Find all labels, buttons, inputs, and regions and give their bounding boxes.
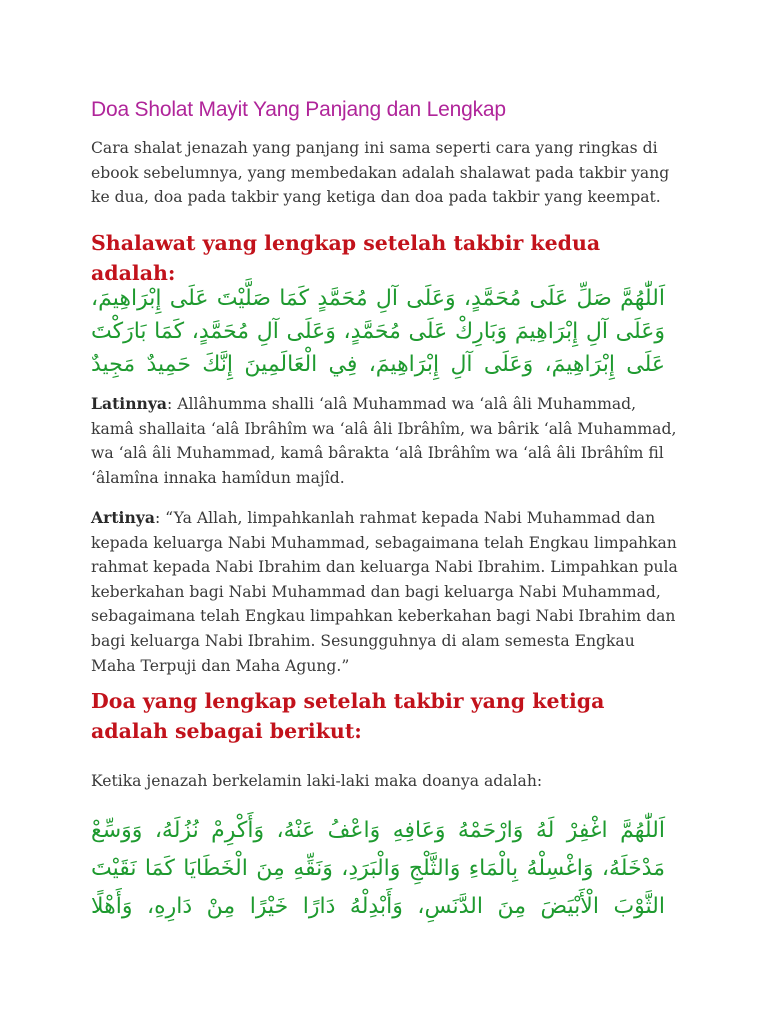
translation-label: Artinya: [91, 508, 155, 527]
page-title: Doa Sholat Mayit Yang Panjang dan Lengkap: [91, 98, 506, 121]
arabic-doa-text: اَللّٰهُمَّ اغْفِرْ لَهُ وَارْحَمْهُ وَعَافِهِ وَاعْفُ عَنْهُ، وَأَكْرِمْ نُزُلَهُ، وَوَسِّعْ مَدْخَلَهُ، وَاغْسِلْهُ بِالْمَاءِ وَالثَّلْجِ وَالْبَرَدِ، وَنَقِّهِ مِنَ الْخَطَايَا كَمَا نَقَيْتَ الثَّوْبَ الْأَبْيَضَ مِنَ الدَّنَسِ، وَأَبْدِلْهُ دَارًا خَيْرًا مِنْ دَارِهِ، وَأَهْلًا: [91, 818, 665, 919]
latin-paragraph: [91, 392, 681, 490]
latin-label: Latinnya: [91, 394, 168, 413]
note-paragraph: Ketika jenazah berkelamin laki-laki maka doanya adalah:: [91, 772, 543, 790]
translation-text: : “Ya Allah, limpahkanlah rahmat kepada Nabi Muhammad dan kepada keluarga Nabi Muhammad, sebagaimana telah Engkau limpahkan rahmat kepada Nabi Ibrahim dan keluarga Nabi Ibrahim. Limpahkan pula keberkahan bagi Nabi Muhammad dan bagi keluarga Nabi Muhammad, sebagaimana telah Engkau limpahkan keberkahan bagi Nabi Ibrahim dan bagi keluarga Nabi Ibrahim. Sesungguhnya di alam semesta Engkau Maha Terpuji dan Maha Agung.”: [91, 509, 678, 675]
latin-text: : Allâhumma shalli ‘alâ Muhammad wa ‘alâ âli Muhammad, kamâ shallaita ‘alâ Ibrâhîm wa ‘alâ âli Ibrâhîm, wa bârik ‘alâ Muhammad, wa ‘alâ âli Muhammad, kamâ bârakta ‘alâ Ibrâhîm wa ‘alâ âli Ibrâhîm fil ‘âlamîna innaka hamîdun majîd.: [91, 395, 677, 487]
arabic-shalawat-text: اَللّٰهُمَّ صَلِّ عَلَى مُحَمَّدٍ، وَعَلَى آلِ مُحَمَّدٍ كَمَا صَلَّيْتَ عَلَى إِبْرَاهِيمَ، وَعَلَى آلِ إِبْرَاهِيمَ وَبَارِكْ عَلَى مُحَمَّدٍ، وَعَلَى آلِ مُحَمَّدٍ، كَمَا بَارَكْتَ عَلَى إِبْرَاهِيمَ، وَعَلَى آلِ إِبْرَاهِيمَ، فِي الْعَالَمِينَ إِنَّكَ حَمِيدٌ مَجِيدٌ: [91, 286, 665, 377]
section-heading-shalawat: Shalawat yang lengkap setelah takbir kedua adalah:: [91, 231, 601, 285]
translation-paragraph: [91, 506, 681, 678]
intro-paragraph: Cara shalat jenazah yang panjang ini sama seperti cara yang ringkas di ebook sebelumnya, yang membedakan adalah shalawat pada takbir yang ke dua, doa pada takbir yang ketiga dan doa pada takbir yang keempat.: [91, 139, 670, 207]
section-heading-doa-ketiga: Doa yang lengkap setelah takbir yang ketiga adalah sebagai berikut:: [91, 689, 605, 743]
